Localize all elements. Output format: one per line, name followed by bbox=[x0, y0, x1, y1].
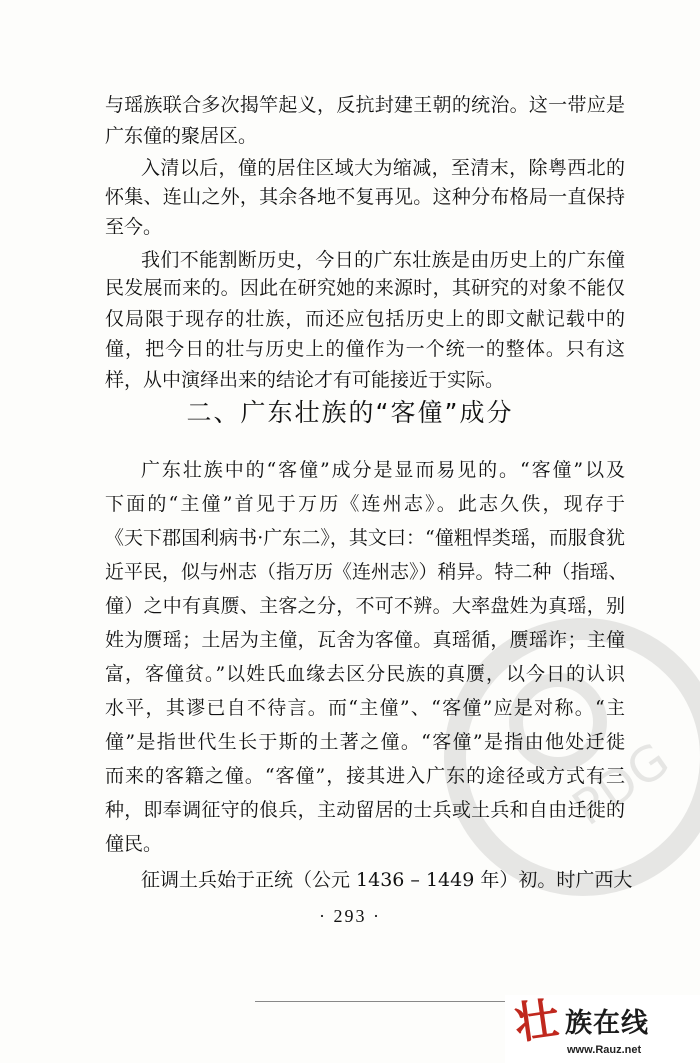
text-line: 下面的“主僮”首见于万历《连州志》。此志久佚，现存于 bbox=[105, 493, 625, 515]
text-line: 广东壮族中的“客僮”成分是显而易见的。“客僮”以及 bbox=[141, 459, 625, 481]
text-line: 而来的客籍之僮。“客僮”，接其进入广东的途径或方式有三 bbox=[105, 765, 625, 787]
text-line: 种，即奉调征守的俍兵，主动留居的士兵或土兵和自由迁徙的 bbox=[105, 799, 625, 821]
text-line: 富，客僮贫。”以姓氏血缘去区分民族的真赝，以今日的认识 bbox=[105, 663, 625, 685]
watermark-text: PDG bbox=[562, 731, 680, 837]
text-line: 样，从中演绎出来的结论才有可能接近于实际。 bbox=[105, 368, 505, 391]
section-heading: 二、广东壮族的“客僮”成分 bbox=[186, 398, 514, 427]
text-line: 入清以后，僮的居住区域大为缩减，至清末，除粤西北的 bbox=[141, 157, 625, 179]
text-line: 僮，把今日的壮与历史上的僮作为一个统一的整体。只有这 bbox=[105, 338, 625, 360]
text-line: 僮民。 bbox=[105, 833, 163, 855]
text-line: 广东僮的聚居区。 bbox=[105, 124, 258, 147]
text-line: 我们不能割断历史，今日的广东壮族是由历史上的广东僮 bbox=[141, 248, 625, 271]
text-line: 仅局限于现存的壮族，而还应包括历史上的即文献记载中的 bbox=[105, 307, 625, 330]
text-line: 近平民，似与州志（指万历《连州志》）稍异。特二种（指瑶、 bbox=[105, 561, 628, 583]
text-line: 至今。 bbox=[105, 216, 163, 238]
page-number: · 293 · bbox=[319, 906, 381, 926]
text-line: 《天下郡国利病书·广东二》，其文曰：“僮粗悍类瑶，而服食犹 bbox=[105, 527, 625, 549]
text-line: 怀集、连山之外，其余各地不复再见。这种分布格局一直保持 bbox=[105, 185, 625, 208]
text-line: 水平，其谬已自不待言。而“主僮”、“客僮”应是对称。“主 bbox=[105, 697, 625, 719]
text-line: 僮”是指世代生长于斯的土著之僮。“客僮”是指由他处迁徙 bbox=[105, 731, 625, 753]
text-line: 征调土兵始于正统（公元 1436 – 1449 年）初。时广西大 bbox=[141, 869, 633, 891]
text-line: 姓为赝瑶；土居为主僮，瓦舍为客僮。真瑶循，赝瑶诈；主僮 bbox=[105, 629, 625, 651]
logo-glyph: 壮 bbox=[511, 993, 563, 1050]
logo-url: www.Rauz.net bbox=[567, 1044, 642, 1056]
text-line: 僮）之中有真赝、主客之分，不可不辨。大率盘姓为真瑶，别 bbox=[105, 595, 625, 617]
site-logo bbox=[505, 995, 700, 1063]
text-line: 民发展而来的。因此在研究她的来源时，其研究的对象不能仅 bbox=[105, 277, 625, 299]
text-line: 与瑶族联合多次揭竿起义，反抗封建王朝的统治。这一带应是 bbox=[105, 94, 625, 116]
logo-name: 族在线 bbox=[565, 1008, 649, 1039]
